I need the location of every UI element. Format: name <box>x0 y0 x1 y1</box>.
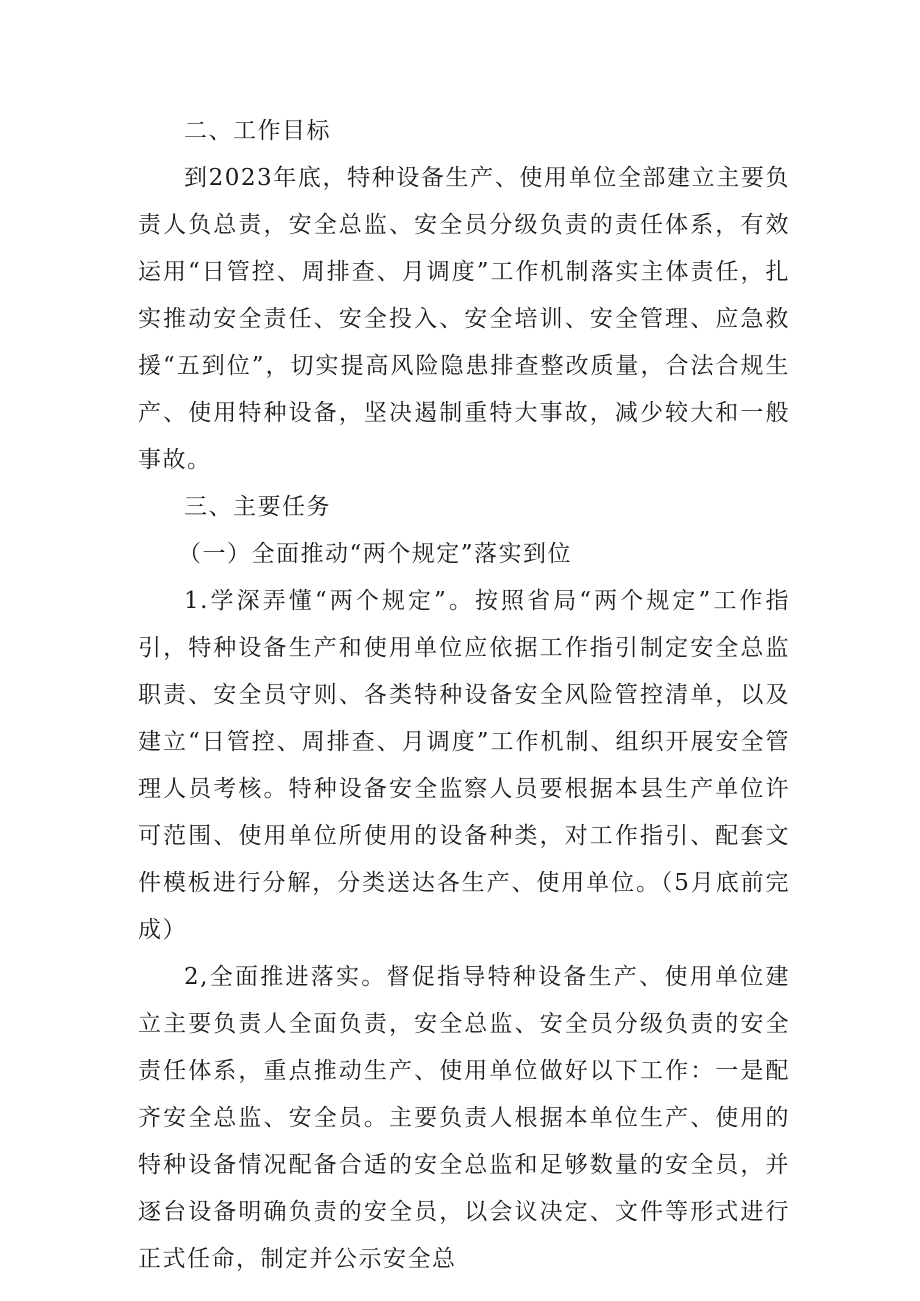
paragraph-work-goals: 到2023年底，特种设备生产、使用单位全部建立主要负责人负总责，安全总监、安全员分级负责的责任体系，有效运用“日管控、周排查、月调度”工作机制落实主体责任，扎实推动安全责任、安全投入、安全培训、安全管理、应急救援“五到位”，切实提高风险隐患排查整改质量，合法合规生产、使用特种设备，坚决遏制重特大事故，减少较大和一般事故。 <box>138 165 790 473</box>
section-heading-work-goals: 二、工作目标 <box>184 118 331 144</box>
section-heading-main-tasks: 三、主要任务 <box>184 494 331 520</box>
subsection-heading-two-regulations: （一）全面推动“两个规定”落实到位 <box>178 541 573 567</box>
document-body <box>138 108 790 1283</box>
paragraph-item-2: 2,全面推进落实。督促指导特种设备生产、使用单位建立主要负责人全面负责，安全总监、安全员分级负责的安全责任体系，重点推动生产、使用单位做好以下工作：一是配齐安全总监、安全员。主要负责人根据本单位生产、使用的特种设备情况配备合适的安全总监和足够数量的安全员，并逐台设备明确负责的安全员，以会议决定、文件等形式进行正式任命，制定并公示安全总 <box>138 964 790 1272</box>
paragraph-item-1: 1.学深弄懂“两个规定”。按照省局“两个规定”工作指引，特种设备生产和使用单位应依据工作指引制定安全总监职责、安全员守则、各类特种设备安全风险管控清单，以及建立“日管控、周排查、月调度”工作机制、组织开展安全管理人员考核。特种设备安全监察人员要根据本县生产单位许可范围、使用单位所使用的设备种类，对工作指引、配套文件模板进行分解，分类送达各生产、使用单位。（5月底前完成） <box>138 588 790 943</box>
